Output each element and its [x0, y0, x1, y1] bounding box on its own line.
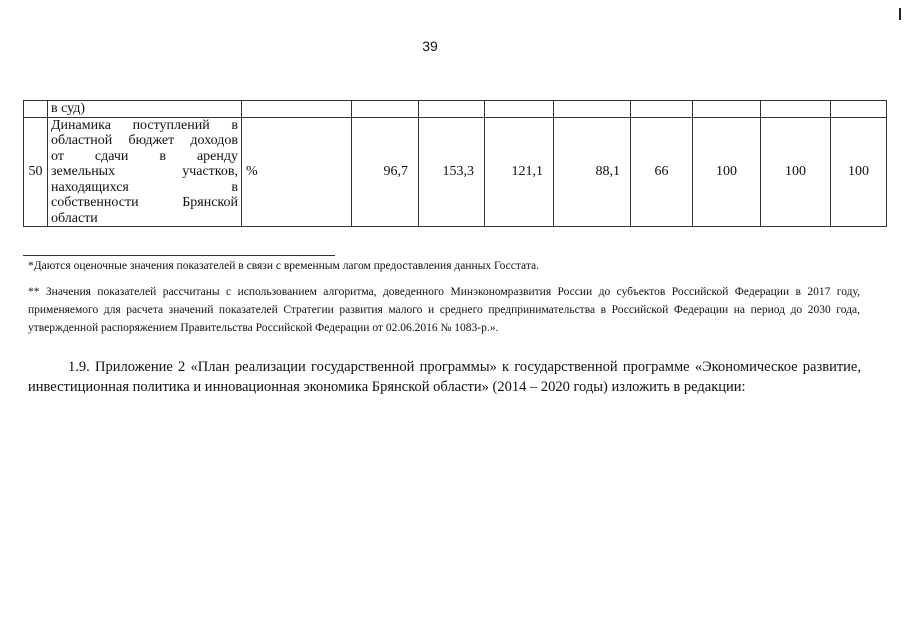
indicator-name-line: находящихся в: [51, 179, 238, 195]
value-cell: 88,1: [554, 117, 631, 227]
footnote-divider: [23, 255, 335, 256]
table-cell: [242, 101, 352, 118]
indicator-table: [23, 100, 887, 227]
page-edge-mark: [899, 8, 901, 20]
table-cell: [831, 101, 887, 118]
indicator-name-line: собственности Брянской: [51, 195, 238, 210]
value-cell: 121,1: [485, 117, 554, 227]
table-row-continuation: [24, 101, 887, 118]
value-cell: 100: [831, 117, 887, 227]
unit-cell: %: [242, 117, 352, 227]
indicator-name-line: областной бюджет доходов: [51, 133, 238, 148]
footnote-second: ** Значения показателей рассчитаны с использованием алгоритма, доведенного Минэкономразвития России до субъектов Российской Федерации в 2017 году, применяемого для расчета значений показателей Стратегии развития малого и среднего предпринимательства в Российской Федерации на период до 2030 года, утвержденной распоряжением Правительства Российской Федерации от 02.06.2016 № 1083-р.».: [28, 286, 860, 334]
value-cell: 100: [693, 117, 761, 227]
value-cell: 153,3: [419, 117, 485, 227]
indicator-name: [48, 117, 242, 227]
indicator-table-container: [23, 100, 881, 227]
table-cell: [419, 101, 485, 118]
indicator-name-line: Динамика поступлений в: [51, 117, 238, 133]
indicator-name-line: от сдачи в аренду: [51, 148, 238, 164]
table-cell: [554, 101, 631, 118]
table-cell: [693, 101, 761, 118]
table-cell: [485, 101, 554, 118]
indicator-name-line: области: [51, 210, 98, 226]
indicator-name-line: земельных участков,: [51, 164, 238, 179]
table-cell: [761, 101, 831, 118]
page-number: 39: [422, 38, 438, 54]
body-paragraph: 1.9. Приложение 2 «План реализации государственной программы» к государственной программе «Экономическое развитие, инвестиционная политика и инновационная экономика Брянской области» (2014 – 2020 годы) изложить в редакции:: [28, 359, 861, 395]
table-cell: [352, 101, 419, 118]
row-number: 50: [24, 117, 48, 227]
value-cell: 66: [631, 117, 693, 227]
continuation-text: в суд): [48, 101, 242, 118]
value-cell: 100: [761, 117, 831, 227]
table-row: [24, 117, 887, 227]
table-cell: [631, 101, 693, 118]
footnote-first: *Даются оценочные значения показателей в связи с временным лагом предоставления данных Госстата.: [28, 260, 539, 272]
value-cell: 96,7: [352, 117, 419, 227]
table-cell: [24, 101, 48, 118]
